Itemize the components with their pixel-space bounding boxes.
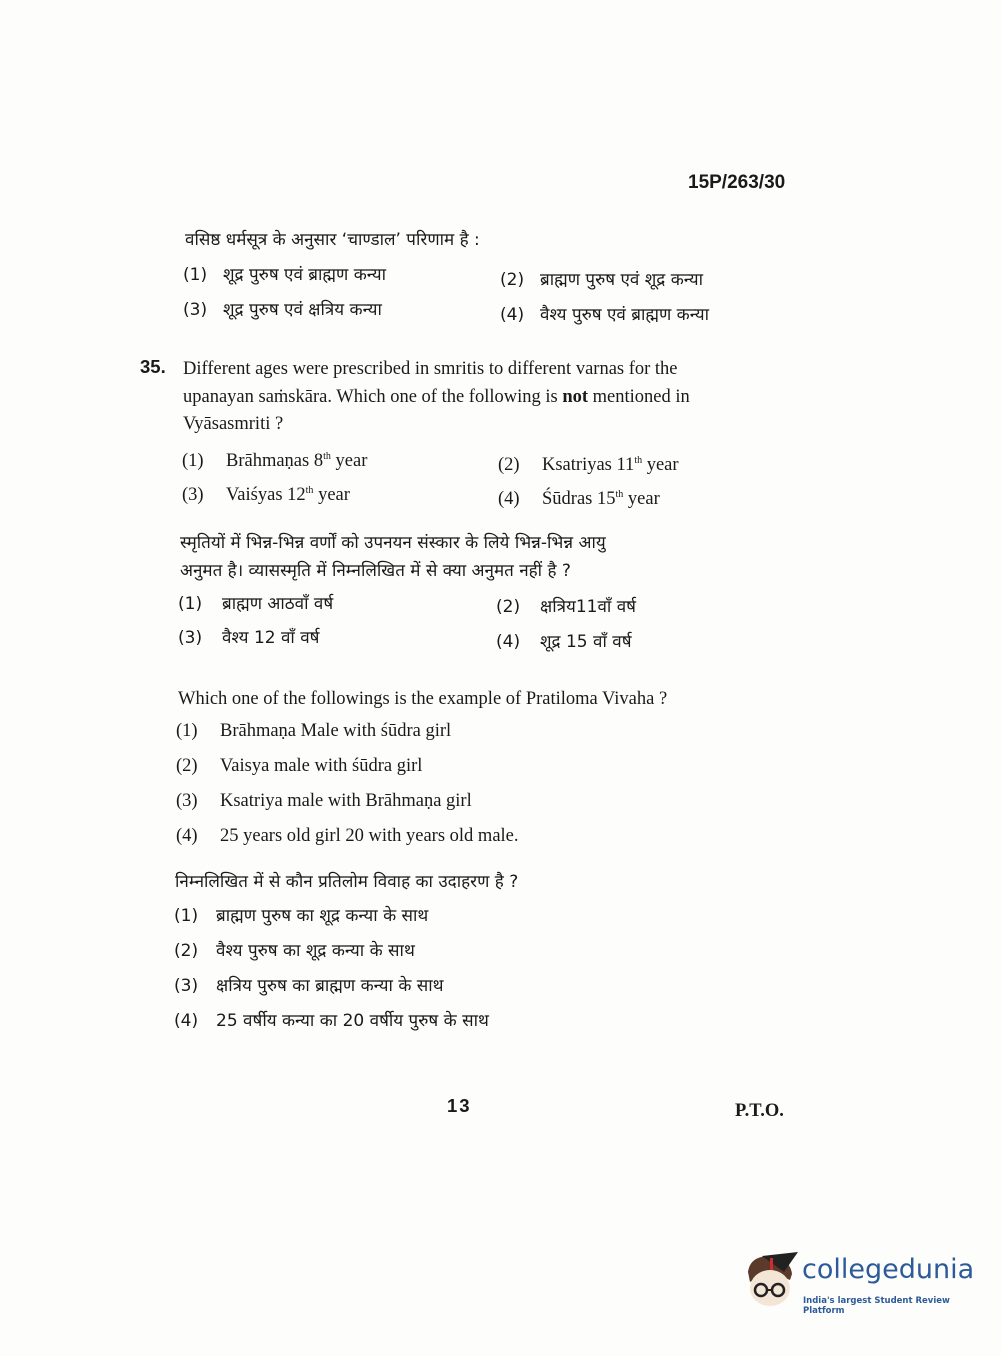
option-number: (4) <box>500 305 525 325</box>
option-number: (1) <box>183 265 208 285</box>
option-text: Ksatriya male with Brāhmaṇa girl <box>220 791 472 811</box>
option-number: (2) <box>496 597 521 617</box>
q36-option-2 <box>176 755 422 777</box>
option-text: शूद्र 15 वाँ वर्ष <box>540 632 632 652</box>
option-text: Ksatriyas 11 <box>542 455 635 475</box>
q36-hindi-option-3 <box>174 976 444 996</box>
brand-tagline: India's largest Student Review Platform <box>803 1296 950 1316</box>
option-number: (4) <box>176 826 198 846</box>
q36-hindi-option-1 <box>174 906 428 926</box>
option-number: (3) <box>182 485 204 505</box>
option-number: (3) <box>178 628 203 648</box>
question-34-hindi: वसिष्ठ धर्मसूत्र के अनुसार ‘चाण्डाल’ परिणाम है : <box>185 230 480 250</box>
option-text: शूद्र पुरुष एवं क्षत्रिय कन्या <box>223 300 382 320</box>
paper-code: 15P/263/30 <box>688 172 786 193</box>
option-number: (1) <box>174 906 199 926</box>
option-number: (2) <box>500 270 525 290</box>
option-number: (3) <box>174 976 199 996</box>
q36-option-1 <box>176 720 451 742</box>
superscript: th <box>305 484 314 496</box>
q35-option-1 <box>182 450 367 472</box>
option-number: (4) <box>498 489 520 509</box>
q35-hindi-option-4 <box>496 632 632 652</box>
option-number: (2) <box>174 941 199 961</box>
option-number: (2) <box>498 455 520 475</box>
q36-question: Which one of the followings is the example of Pratiloma Vivaha ? <box>178 689 668 709</box>
option-number: (1) <box>178 594 203 614</box>
option-number: (3) <box>183 300 208 320</box>
option-text: 25 वर्षीय कन्या का 20 वर्षीय पुरुष के साथ <box>216 1011 489 1031</box>
q35-option-4 <box>498 488 660 510</box>
option-text: क्षत्रिय पुरुष का ब्राह्मण कन्या के साथ <box>216 976 444 996</box>
superscript: th <box>323 450 331 462</box>
q35-line-1: Different ages were prescribed in smritis to different varnas for the <box>183 359 678 379</box>
q35-option-3 <box>182 484 350 506</box>
option-text: ब्राह्मण पुरुष एवं शूद्र कन्या <box>540 270 704 290</box>
option-number: (2) <box>176 756 198 776</box>
q35-hindi-line-1: स्मृतियों में भिन्न-भिन्न वर्णों को उपनयन संस्कार के लिये भिन्न-भिन्न आयु <box>180 533 606 553</box>
q35-hindi-option-3 <box>178 628 320 648</box>
text: mentioned in <box>588 387 690 407</box>
option-text: वैश्य पुरुष एवं ब्राह्मण कन्या <box>540 305 710 325</box>
q35-hindi-option-2 <box>496 597 636 617</box>
option-text: Vaisya male with śūdra girl <box>220 756 423 776</box>
q36-option-4 <box>176 825 519 847</box>
page-number: 13 <box>447 1095 472 1116</box>
pto-label: P.T.O. <box>735 1101 784 1121</box>
q35-option-2 <box>498 454 679 476</box>
q36-option-3 <box>176 790 472 812</box>
option-text: शूद्र पुरुष एवं ब्राह्मण कन्या <box>223 265 387 285</box>
option-number: (4) <box>496 632 521 652</box>
option-text: year <box>330 451 368 471</box>
option-text: Vaiśyas 12 <box>226 485 306 505</box>
q36-hindi-option-2 <box>174 941 415 961</box>
superscript: th <box>615 488 624 500</box>
q35-hindi-line-2: अनुमत है। व्यासस्मृति में निम्नलिखित में से क्या अनुमत नहीं है ? <box>180 561 571 581</box>
q34-hindi-option-1 <box>183 265 386 285</box>
option-text: 25 years old girl 20 with years old male. <box>220 826 519 846</box>
q34-hindi-option-2 <box>500 270 703 290</box>
option-number: (1) <box>176 721 198 741</box>
q35-hindi-option-1 <box>178 594 333 614</box>
q35-line-3: Vyāsasmriti ? <box>183 414 284 434</box>
option-number: (4) <box>174 1011 199 1031</box>
option-text: वैश्य पुरुष का शूद्र कन्या के साथ <box>216 941 415 961</box>
emphasis-not: not <box>562 387 589 407</box>
collegedunia-logo <box>740 1248 975 1318</box>
option-text: ब्राह्मण आठवाँ वर्ष <box>222 594 334 614</box>
option-text: Brāhmaṇas 8 <box>226 451 324 471</box>
brand-name: collegedunia <box>802 1254 975 1285</box>
superscript: th <box>634 454 643 466</box>
q36-hindi-option-4 <box>174 1011 489 1031</box>
option-text: Śūdras 15 <box>542 489 616 509</box>
option-text: year <box>313 485 350 505</box>
option-text: Brāhmaṇa Male with śūdra girl <box>220 721 452 741</box>
option-text: ब्राह्मण पुरुष का शूद्र कन्या के साथ <box>216 906 429 926</box>
option-number: (1) <box>182 451 204 471</box>
option-number: (3) <box>176 791 198 811</box>
q34-hindi-option-3 <box>183 300 382 320</box>
option-text: year <box>623 489 660 509</box>
option-text: year <box>642 455 679 475</box>
q34-hindi-option-4 <box>500 305 709 325</box>
q35-line-2 <box>183 386 690 408</box>
option-text: वैश्य 12 वाँ वर्ष <box>222 628 320 648</box>
option-text: क्षत्रिय11वाँ वर्ष <box>540 597 637 617</box>
text: upanayan saṁskāra. Which one of the following is <box>183 387 563 407</box>
mascot-icon <box>740 1250 800 1312</box>
question-number-35: 35. <box>140 356 166 377</box>
q36-hindi-question: निम्नलिखित में से कौन प्रतिलोम विवाह का उदाहरण है ? <box>175 872 519 892</box>
